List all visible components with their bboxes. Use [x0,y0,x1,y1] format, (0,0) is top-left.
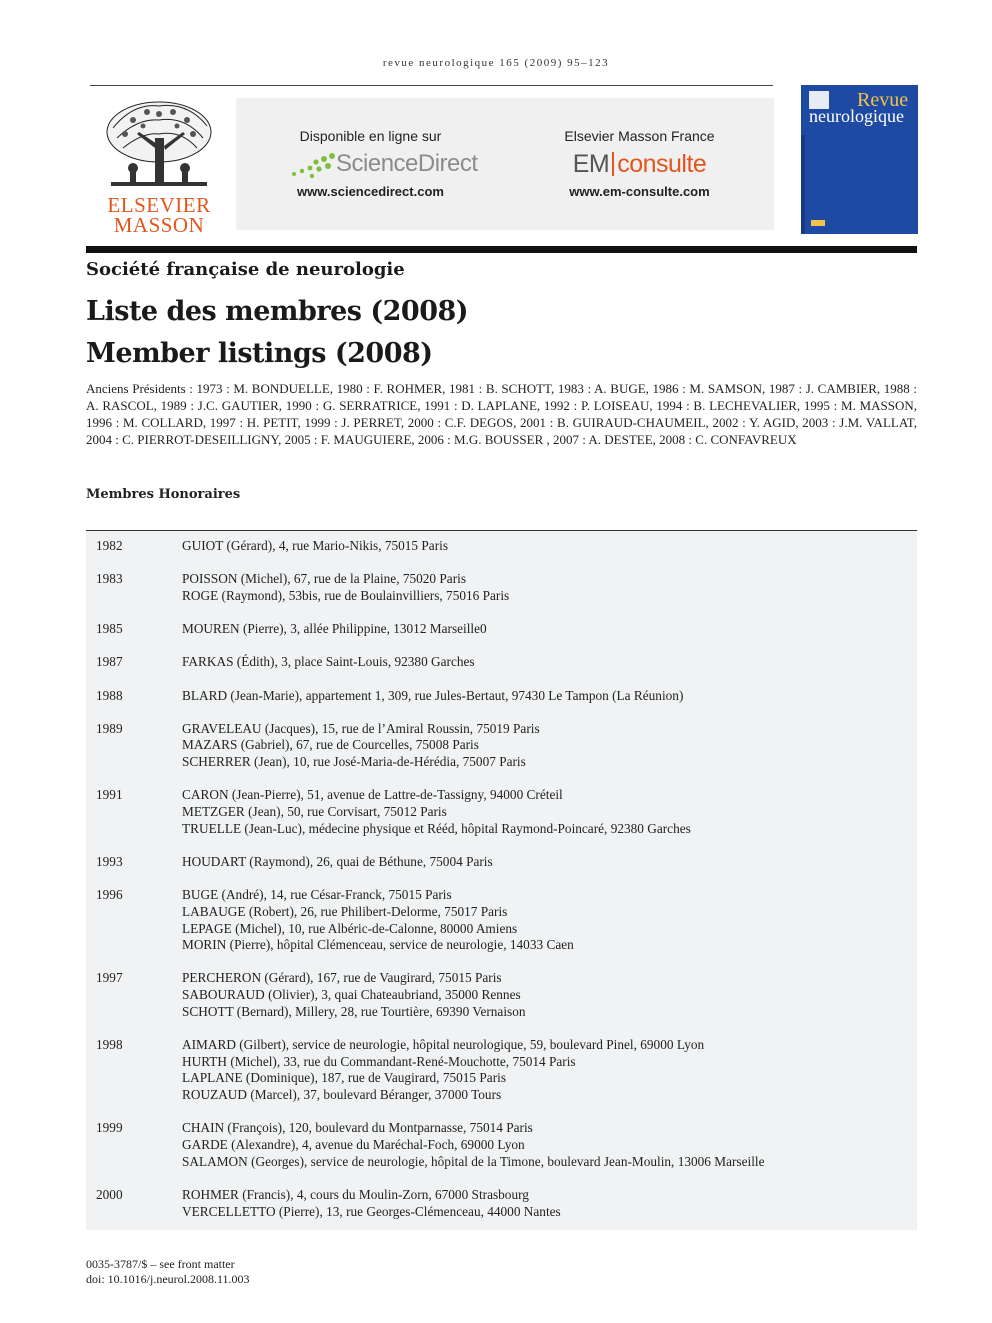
member-group [86,970,917,1020]
member-entries [182,787,917,837]
section-heading: Membres Honoraires [86,487,241,502]
member-entries [182,621,917,638]
member-entry: CARON (Jean-Pierre), 51, avenue de Lattre-de-Tassigny, 94000 Créteil [182,787,563,803]
member-entry: TRUELLE (Jean-Luc), médecine physique et Rééd, hôpital Raymond-Poincaré, 92380 Garches [182,820,691,836]
member-year: 1991 [96,787,123,803]
member-entry: GARDE (Alexandre), 4, avenue du Maréchal-Foch, 69000 Lyon [182,1137,525,1153]
member-entry: POISSON (Michel), 67, rue de la Plaine, 75020 Paris [182,571,467,587]
elsevier-tree-icon [93,98,225,194]
member-group [86,571,917,604]
member-entry: PERCHERON (Gérard), 167, rue de Vaugirard, 75015 Paris [182,970,502,986]
header-rule [90,85,773,86]
member-group [86,721,917,771]
member-entries [182,721,917,771]
member-year: 1985 [96,621,123,637]
running-head: revue neurologique 165 (2009) 95–123 [382,57,610,69]
member-year: 1999 [96,1120,123,1136]
member-group [86,1037,917,1104]
member-year: 1988 [96,687,123,703]
member-entry: HURTH (Michel), 33, rue du Commandant-René-Mouchotte, 75014 Paris [182,1053,576,1069]
sciencedirect-wordmark: ScienceDirect [336,150,478,177]
emconsulte-divider [612,152,614,176]
member-year: 1987 [96,654,123,670]
past-presidents-paragraph: Anciens Présidents : 1973 : M. BONDUELLE, 1980 : F. ROHMER, 1981 : B. SCHOTT, 1983 : A. BUGE, 1986 : M. SAMSON, 1987 : J. CAMBIER, 1988 : A. RASCOL, 1989 : J.C. GAUTIER, 1990 : G. SERRATRICE, 1991 : D. LAPLANE, 1992 : P. LOISEAU, 1994 : B. LECHEVALIER, 1995 : M. MASSON, 1996 : M. COLLARD, 1997 : H. PETIT, 1999 : J. PERRET, 2000 : C.F. DEGOS, 2001 : B. GUIRAUD-CHAUMEIL, 2002 : Y. AGID, 2003 : J.M. VALLAT, 2004 : C. PIERROT-DESEILLIGNY, 2005 : F. MAUGUIERE, 2006 : M.G. BOUSSER , 2007 : A. DESTEE, 2008 : C. CONFAVREUX [86,381,917,447]
emconsulte-label: Elsevier Masson France [564,128,715,144]
member-group [86,538,917,555]
member-year: 1982 [96,538,123,553]
member-entry: METZGER (Jean), 50, rue Corvisart, 75012 Paris [182,804,447,820]
member-entries [182,538,917,555]
emconsulte-block [505,128,774,199]
member-entry: BUGE (André), 14, rue César-Franck, 75015 Paris [182,887,452,903]
member-entry: CHAIN (François), 120, boulevard du Montparnasse, 75014 Paris [182,1120,533,1136]
member-group [86,1187,917,1220]
member-entries [182,1187,917,1220]
logo-word-masson: MASSON [113,213,205,237]
member-group [86,621,917,638]
member-entry: VERCELLETTO (Pierre), 13, rue Georges-Clémenceau, 44000 Nantes [182,1203,561,1219]
member-entry: SABOURAUD (Olivier), 3, quai Chateaubriand, 35000 Rennes [182,987,521,1003]
member-entries [182,970,917,1020]
member-entry: LABAUGE (Robert), 26, rue Philibert-Delorme, 75017 Paris [182,903,508,919]
member-year: 1983 [96,571,123,587]
member-entry: ROUZAUD (Marcel), 37, boulevard Béranger, 37000 Tours [182,1087,502,1103]
member-entries [182,571,917,604]
member-group [86,854,917,871]
cover-title-revue: Revue [857,89,909,111]
member-group [86,887,917,954]
honorary-members-table [86,531,917,1230]
availability-banner [236,98,774,230]
member-entry: SALAMON (Georges), service de neurologie, hôpital de la Timone, boulevard Jean-Moulin, 13006 Marseille [182,1153,765,1169]
member-year: 1998 [96,1037,123,1053]
cover-strip [801,135,805,234]
member-year: 2000 [96,1186,123,1202]
society-heading: Société française de neurologie [86,259,405,280]
member-entries [182,854,917,871]
journal-cover [801,85,918,234]
sciencedirect-dots-icon [288,152,336,180]
footer-doi[interactable]: doi: 10.1016/j.neurol.2008.11.003 [86,1272,250,1286]
elsevier-masson-logo [93,98,225,236]
sciencedirect-brand [236,150,505,180]
member-entry: ROHMER (Francis), 4, cours du Moulin-Zorn, 67000 Strasbourg [182,1186,529,1202]
member-entry: AIMARD (Gilbert), service de neurologie, hôpital neurologique, 59, boulevard Pinel, 69000 Lyon [182,1037,705,1053]
member-entry: MOUREN (Pierre), 3, allée Philippine, 13012 Marseille0 [182,621,487,637]
member-entry: BLARD (Jean-Marie), appartement 1, 309, rue Jules-Bertaut, 97430 Le Tampon (La Réunion) [182,687,684,703]
member-group [86,654,917,671]
member-entry: MAZARS (Gabriel), 67, rue de Courcelles, 75008 Paris [182,737,479,753]
emconsulte-consulte: consulte [617,150,707,178]
emconsulte-brand [505,150,774,180]
emconsulte-url[interactable]: www.em-consulte.com [569,184,710,199]
member-entry: LAPLANE (Dominique), 187, rue de Vaugirard, 75015 Paris [182,1070,506,1086]
member-year: 1996 [96,887,123,903]
member-entries [182,654,917,671]
article-title-fr: Liste des membres (2008) [86,296,469,327]
member-group [86,787,917,837]
member-entry: LEPAGE (Michel), 10, rue Albéric-de-Calonne, 80000 Amiens [182,920,518,936]
member-year: 1993 [96,853,123,869]
member-entry: GUIOT (Gérard), 4, rue Mario-Nikis, 75015 Paris [182,538,449,553]
member-entry: ROGE (Raymond), 53bis, rue de Boulainvilliers, 75016 Paris [182,587,510,603]
member-group [86,1120,917,1170]
member-entries [182,688,917,705]
member-entry: SCHERRER (Jean), 10, rue José-Maria-de-Hérédia, 75007 Paris [182,754,526,770]
member-entry: MORIN (Pierre), hôpital Clémenceau, service de neurologie, 14033 Caen [182,937,574,953]
member-group [86,688,917,705]
sciencedirect-url[interactable]: www.sciencedirect.com [297,184,444,199]
cover-mark [811,220,825,226]
member-entries [182,1037,917,1104]
footer [86,1257,250,1287]
member-entry: FARKAS (Édith), 3, place Saint-Louis, 92380 Garches [182,654,475,670]
member-entries [182,887,917,954]
member-entries [182,1120,917,1170]
member-year: 1997 [96,970,123,986]
title-rule [86,246,917,253]
member-entry: SCHOTT (Bernard), Millery, 28, rue Tourtière, 69390 Vernaison [182,1003,526,1019]
member-year: 1989 [96,720,123,736]
sciencedirect-block [236,128,505,199]
logo-word-elsevier: ELSEVIER [107,193,211,217]
footer-issn: 0035-3787/$ – see front matter [86,1257,235,1271]
article-title-en: Member listings (2008) [86,338,433,369]
sciencedirect-label: Disponible en ligne sur [299,128,442,144]
member-entry: GRAVELEAU (Jacques), 15, rue de l’Amiral Roussin, 75019 Paris [182,720,540,736]
cover-title-neurologique: neurologique [809,106,904,126]
emconsulte-em: EM [572,150,610,178]
member-entry: HOUDART (Raymond), 26, quai de Béthune, 75004 Paris [182,853,493,869]
